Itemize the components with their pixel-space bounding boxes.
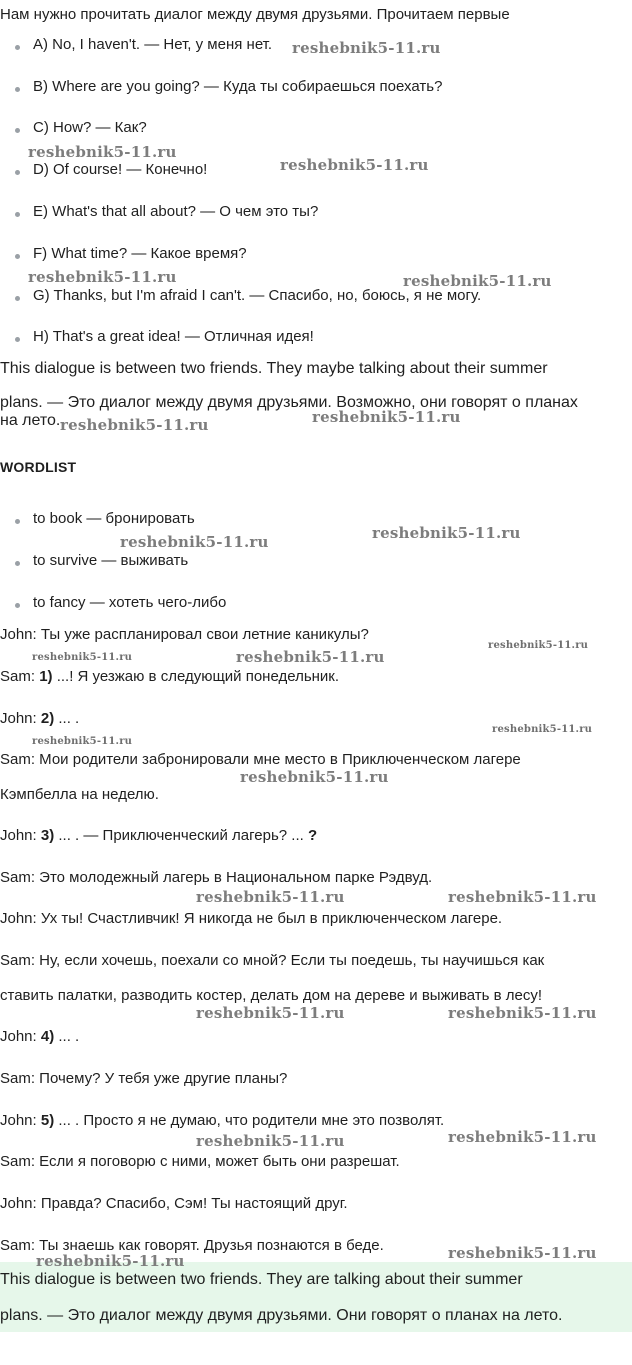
dialogue-line: Sam: Ты знаешь как говорят. Друзья познаются в беде. [0,1237,384,1254]
list-item: to book — бронировать [16,510,195,527]
list-item: H) That's a great idea! — Отличная идея! [16,328,314,345]
list-item: C) How? — Как? [16,119,147,136]
dialogue-line: Кэмпбелла на неделю. [0,786,159,803]
list-item: to survive — выживать [16,552,188,569]
watermark: reshebnik5-11.ru [488,640,589,651]
list-item: G) Thanks, but I'm afraid I can't. — Спасибо, но, боюсь, я не могу. [16,287,481,304]
list-item: B) Where are you going? — Куда ты собираешься поехать? [16,78,442,95]
watermark: reshebnik5-11.ru [60,416,209,434]
list-item: E) What's that all about? — О чем это ты? [16,203,318,220]
watermark: reshebnik5-11.ru [28,268,177,286]
watermark: reshebnik5-11.ru [240,768,389,786]
watermark: reshebnik5-11.ru [236,648,385,666]
dialogue-line: John: 3) ... . — Приключенческий лагерь? ... ? [0,827,318,844]
dialogue-line: John: Ух ты! Счастливчик! Я никогда не был в приключенческом лагере. [0,910,503,927]
dialogue-line: John: Ты уже распланировал свои летние каникулы? [0,626,369,643]
dialogue-line: Sam: Мои родители забронировали мне место в Приключенческом лагере [0,751,521,768]
dialogue-line: John: 4) ... . [0,1028,80,1045]
watermark: reshebnik5-11.ru [372,524,521,542]
wordlist-heading: WORDLIST [0,459,77,475]
watermark: reshebnik5-11.ru [280,156,429,174]
watermark: reshebnik5-11.ru [448,1244,597,1262]
watermark: reshebnik5-11.ru [312,408,461,426]
dialogue-line: John: 5) ... . Просто я не думаю, что родители мне это позволят. [0,1112,445,1129]
watermark: reshebnik5-11.ru [196,888,345,906]
list-item: A) No, I haven't. — Нет, у меня нет. [16,36,272,53]
intro-text: Нам нужно прочитать диалог между двумя друзьями. Прочитаем первые [0,6,510,23]
answer-paragraph: This dialogue is between two friends. They are talking about their summer plans. — Это диалог между двумя друзьями. Они говорят о планах на лето. [0,1271,563,1324]
dialogue-line: Sam: Почему? У тебя уже другие планы? [0,1070,288,1087]
dialogue-line: ставить палатки, разводить костер, делать дом на дереве и выживать в лесу! [0,987,543,1004]
watermark: reshebnik5-11.ru [448,888,597,906]
list-item: to fancy — хотеть чего-либо [16,594,226,611]
watermark: reshebnik5-11.ru [403,272,552,290]
answer-highlight [0,1262,632,1332]
dialogue-line: Sam: Это молодежный лагерь в Национальном парке Рэдвуд. [0,869,433,886]
summary-paragraph: This dialogue is between two friends. They maybe talking about their summer plans. — Это диалог между двумя друзьями. Возможно, они говорят о планах на лето. [0,360,578,429]
dialogue-line: Sam: 1) ...! Я уезжаю в следующий понедельник. [0,668,340,685]
watermark: reshebnik5-11.ru [32,736,133,747]
dialogue-line: John: 2) ... . [0,710,80,727]
list-item: D) Of course! — Конечно! [16,161,207,178]
watermark: reshebnik5-11.ru [36,1252,185,1270]
list-item: F) What time? — Какое время? [16,245,247,262]
watermark: reshebnik5-11.ru [292,39,441,57]
watermark: reshebnik5-11.ru [28,143,177,161]
watermark: reshebnik5-11.ru [492,724,593,735]
watermark: reshebnik5-11.ru [32,652,133,663]
watermark: reshebnik5-11.ru [196,1132,345,1150]
watermark: reshebnik5-11.ru [120,533,269,551]
watermark: reshebnik5-11.ru [448,1004,597,1022]
watermark: reshebnik5-11.ru [448,1128,597,1146]
dialogue-line: Sam: Ну, если хочешь, поехали со мной? Если ты поедешь, ты научишься как [0,952,545,969]
watermark: reshebnik5-11.ru [196,1004,345,1022]
dialogue-line: Sam: Если я поговорю с ними, может быть они разрешат. [0,1153,400,1170]
dialogue-line: John: Правда? Спасибо, Сэм! Ты настоящий друг. [0,1195,348,1212]
